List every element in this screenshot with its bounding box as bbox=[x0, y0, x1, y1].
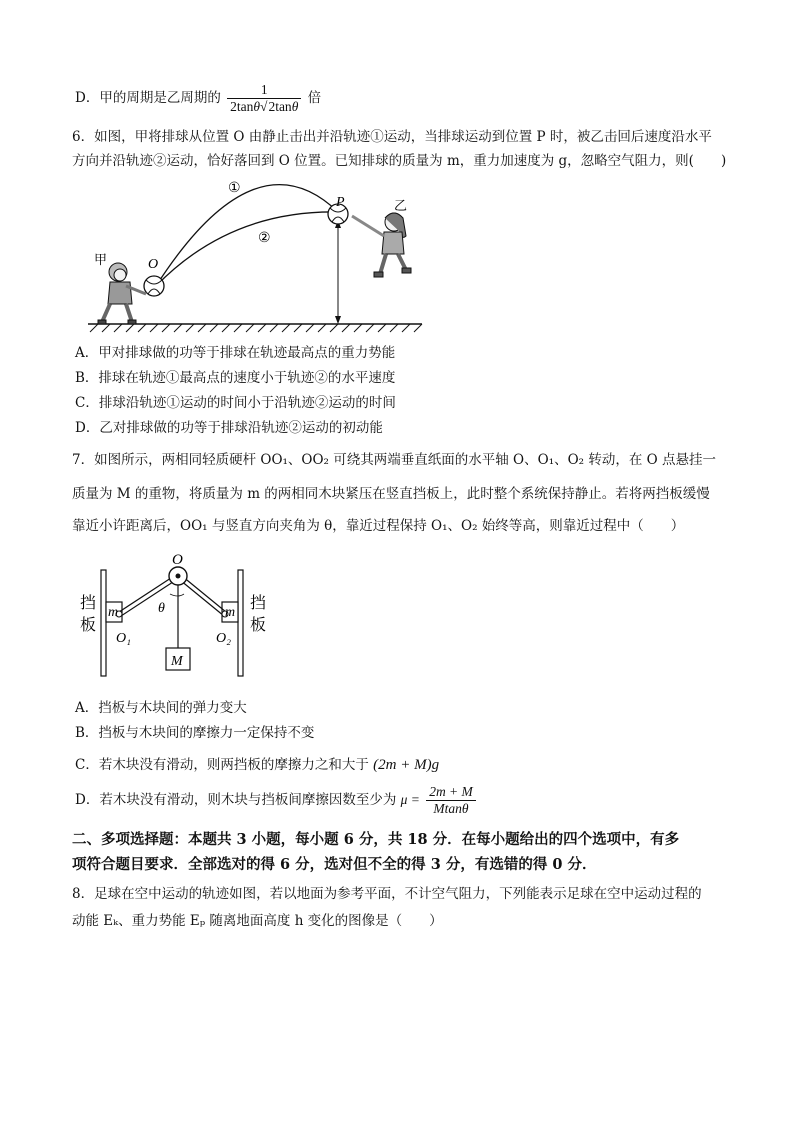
player-jia bbox=[98, 263, 146, 324]
q8-stem-line2: 动能 Eₖ、重力势能 Eₚ 随离地面高度 h 变化的图像是（ ） bbox=[72, 913, 443, 929]
theta-arc bbox=[170, 594, 184, 596]
rod-left bbox=[119, 576, 176, 616]
board-left bbox=[101, 570, 106, 676]
ground-hatching bbox=[90, 324, 422, 332]
fraction-numerator: 1 bbox=[227, 82, 301, 99]
label-m-left: m bbox=[108, 605, 119, 620]
board-right-char-2: 板 bbox=[250, 617, 267, 634]
q7-stem-line1: 7．如图所示，两相同轻质硬杆 OO₁、OO₂ 可绕其两端垂直纸面的水平轴 O、O₁、O₂ 转动，在 O 点悬挂一 bbox=[72, 452, 717, 468]
label-jia: 甲 bbox=[94, 252, 108, 267]
q7-option-d-fraction bbox=[426, 784, 476, 817]
q7-option-a: A．挡板与木块间的弹力变大 bbox=[75, 700, 247, 716]
label-O: O bbox=[148, 257, 159, 272]
board-left-char-2: 板 bbox=[80, 617, 97, 634]
label-O: O bbox=[172, 552, 183, 568]
q7-stem-line3: 靠近小许距离后，OO₁ 与竖直方向夹角为 θ，靠近过程保持 O₁、O₂ 始终等高，则靠近过程中（ ） bbox=[72, 518, 685, 534]
prev-option-d-prefix: D．甲的周期是乙周期的 bbox=[75, 90, 221, 106]
trajectory-2 bbox=[156, 212, 338, 286]
q7-option-b: B．挡板与木块间的摩擦力一定保持不变 bbox=[75, 725, 315, 741]
q8-stem-line1: 8．足球在空中运动的轨迹如图，若以地面为参考平面，不计空气阻力，下列能表示足球在空中运动过程的 bbox=[72, 886, 702, 902]
board-right bbox=[238, 570, 243, 676]
q7-option-d-mu: μ = bbox=[400, 792, 420, 807]
q7-option-c bbox=[75, 756, 439, 774]
ball-at-O bbox=[144, 276, 164, 296]
fraction-denominator: Mtanθ bbox=[433, 801, 469, 816]
q6-option-b: B．排球在轨迹①最高点的速度小于轨迹②的水平速度 bbox=[75, 370, 396, 386]
rod-right bbox=[180, 576, 226, 616]
q7-figure bbox=[74, 550, 284, 682]
q6-option-c: C．排球沿轨迹①运动的时间小于沿轨迹②运动的时间 bbox=[75, 395, 396, 411]
label-O2: O₂ bbox=[216, 631, 231, 646]
fraction-denominator bbox=[227, 99, 301, 115]
trajectory-1 bbox=[156, 185, 338, 286]
label-yi: 乙 bbox=[394, 198, 408, 213]
q6-option-d: D．乙对排球做的功等于排球沿轨迹②运动的初动能 bbox=[75, 420, 383, 436]
den-theta-b: θ bbox=[291, 99, 299, 114]
section2-heading-line2: 项符合题目要求．全部选对的得 6 分，选对但不全的得 3 分，有选错的得 0 分． bbox=[72, 856, 597, 873]
fraction-numerator: 2m + M bbox=[426, 784, 476, 801]
label-m-right: m bbox=[225, 605, 236, 620]
prev-option-d bbox=[75, 82, 321, 115]
sqrt-content bbox=[267, 98, 298, 114]
player-yi bbox=[352, 213, 411, 277]
den-theta-a: θ bbox=[253, 99, 261, 114]
board-right-char-1: 挡 bbox=[250, 595, 267, 612]
arrow-head-down bbox=[335, 316, 341, 324]
label-M: M bbox=[171, 654, 183, 669]
prev-option-d-suffix: 倍 bbox=[307, 90, 322, 106]
q6-figure bbox=[80, 174, 430, 336]
q7-option-c-text: C．若木块没有滑动，则两挡板的摩擦力之和大于 bbox=[75, 757, 369, 773]
q6-stem-line1: 6．如图，甲将排球从位置 O 由静止击出并沿轨迹①运动，当排球运动到位置 P 时，被乙击回后速度沿水平 bbox=[72, 129, 712, 145]
q6-option-a: A．甲对排球做的功等于排球在轨迹最高点的重力势能 bbox=[75, 345, 396, 361]
q7-option-d bbox=[75, 784, 478, 817]
label-O1: O₁ bbox=[116, 631, 131, 646]
den-part-b: 2tan bbox=[268, 99, 292, 114]
section2-heading-line1: 二、多项选择题：本题共 3 小题，每小题 6 分，共 18 分．在每小题给出的四个选项中，有多 bbox=[72, 831, 680, 848]
board-left-char-1: 挡 bbox=[80, 595, 97, 612]
label-theta: θ bbox=[158, 601, 165, 616]
pivot-O-center bbox=[176, 574, 181, 579]
label-P: P bbox=[336, 195, 345, 210]
q7-option-d-text: D．若木块没有滑动，则木块与挡板间摩擦因数至少为 bbox=[75, 792, 397, 808]
prev-option-d-fraction bbox=[227, 82, 301, 115]
q7-option-c-expr: (2m + M)g bbox=[373, 757, 440, 773]
sqrt-symbol: √ bbox=[260, 99, 268, 114]
q7-stem-line2: 质量为 M 的重物，将质量为 m 的两相同木块紧压在竖直挡板上，此时整个系统保持静止。若将两挡板缓慢 bbox=[72, 486, 710, 502]
den-part-a: 2tan bbox=[230, 99, 254, 114]
q6-stem-line2: 方向并沿轨迹②运动，恰好落回到 O 位置。已知排球的质量为 m，重力加速度为 g，忽略空气阻力，则( ) bbox=[72, 153, 727, 169]
label-track-1: ① bbox=[228, 181, 241, 196]
label-track-2: ② bbox=[258, 231, 271, 246]
